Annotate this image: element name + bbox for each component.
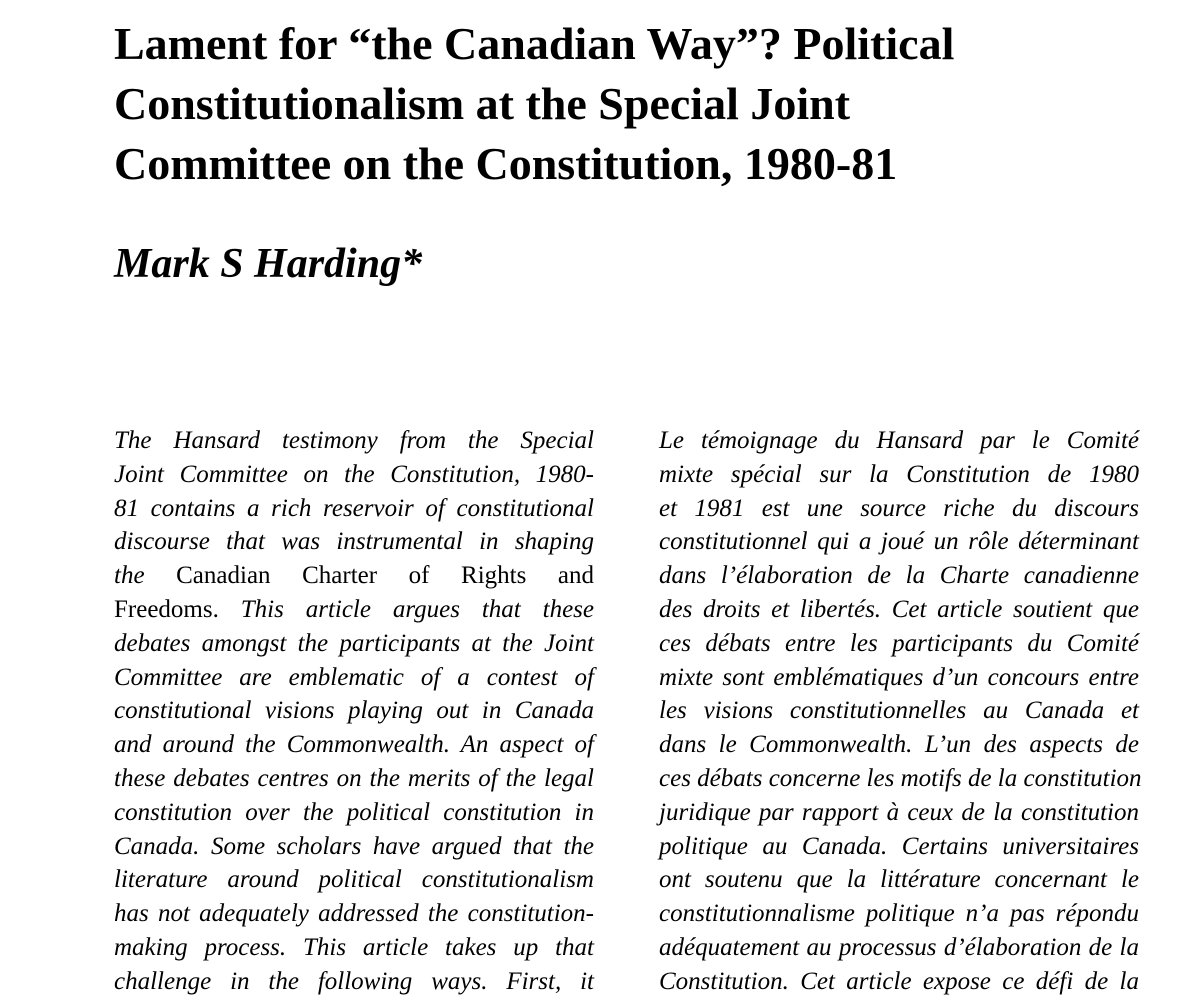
abstract-text: the xyxy=(114,562,145,590)
abstract-line: adéquatement au processus d’élaboration de la xyxy=(659,933,1139,961)
abstract-line: Le témoignage du Hansard par le Comité xyxy=(659,427,1139,454)
abstract-line: literature around political constitutionalism xyxy=(114,866,594,894)
charter-title-text: Canadian Charter of Rights and xyxy=(176,562,595,590)
abstract-line: dans l’élaboration de la Charte canadienne xyxy=(659,562,1139,590)
abstract-line: juridique par rapport à ceux de la constitution xyxy=(659,798,1139,826)
abstract-english xyxy=(114,424,594,999)
abstract-line: these debates centres on the merits of the legal xyxy=(114,764,594,792)
abstract-line: les visions constitutionnelles au Canada et xyxy=(659,697,1139,725)
abstract-line: ces débats entre les participants du Comité xyxy=(659,629,1139,657)
abstract-line: mixte sont emblématiques d’un concours entre xyxy=(659,663,1139,691)
title-line: Committee on the Constitution, 1980-81 xyxy=(114,138,898,189)
abstract-line: Constitution. Cet article expose ce défi de la xyxy=(659,967,1139,995)
abstract-line: dans le Commonwealth. L’un des aspects de xyxy=(659,731,1139,759)
abstract-line xyxy=(114,593,594,627)
abstract-line: Canada. Some scholars have argued that the xyxy=(114,832,594,860)
abstract-line: challenge in the following ways. First, it xyxy=(114,967,594,995)
title-line: Lament for “the Canadian Way”? Political xyxy=(114,18,955,69)
abstract-line: des droits et libertés. Cet article soutient que xyxy=(659,595,1139,623)
abstract-line: and around the Commonwealth. An aspect of xyxy=(114,731,594,759)
abstract-french xyxy=(659,424,1142,999)
abstract-line: The Hansard testimony from the Special xyxy=(114,427,594,454)
abstract-line: constitutionnalisme politique n’a pas répondu xyxy=(659,900,1139,928)
abstract-line: Joint Committee on the Constitution, 1980- xyxy=(114,460,594,488)
abstract-line xyxy=(114,559,594,593)
abstract-line: constitutional visions playing out in Canada xyxy=(114,697,594,725)
abstract-line: constitutionnel qui a joué un rôle déterminant xyxy=(659,528,1139,556)
abstract-line: debates amongst the participants at the Joint xyxy=(114,629,594,657)
abstract-line: mixte spécial sur la Constitution de 1980 xyxy=(659,460,1139,488)
title-line: Constitutionalism at the Special Joint xyxy=(114,78,851,129)
abstract-line: ont soutenu que la littérature concernant le xyxy=(659,866,1139,894)
author-name: Mark S Harding* xyxy=(114,241,423,287)
abstract-line: 81 contains a rich reservoir of constitutional xyxy=(114,494,594,522)
charter-title-text: Freedoms. xyxy=(114,595,219,623)
abstract-line: Committee are emblematic of a contest of xyxy=(114,663,594,691)
article-title xyxy=(114,14,1114,194)
abstract-line: ces débats concerne les motifs de la constitution xyxy=(659,764,1142,792)
abstract-line: constitution over the political constitution in xyxy=(114,798,594,826)
abstract-line: making process. This article takes up that xyxy=(114,933,594,961)
abstract-line: politique au Canada. Certains universitaires xyxy=(659,832,1139,860)
abstract-line: et 1981 est une source riche du discours xyxy=(659,494,1139,522)
abstract-line: has not adequately addressed the constitution- xyxy=(114,900,594,928)
abstract-text: This article argues that these xyxy=(240,595,594,623)
abstract-line: discourse that was instrumental in shaping xyxy=(114,528,594,556)
